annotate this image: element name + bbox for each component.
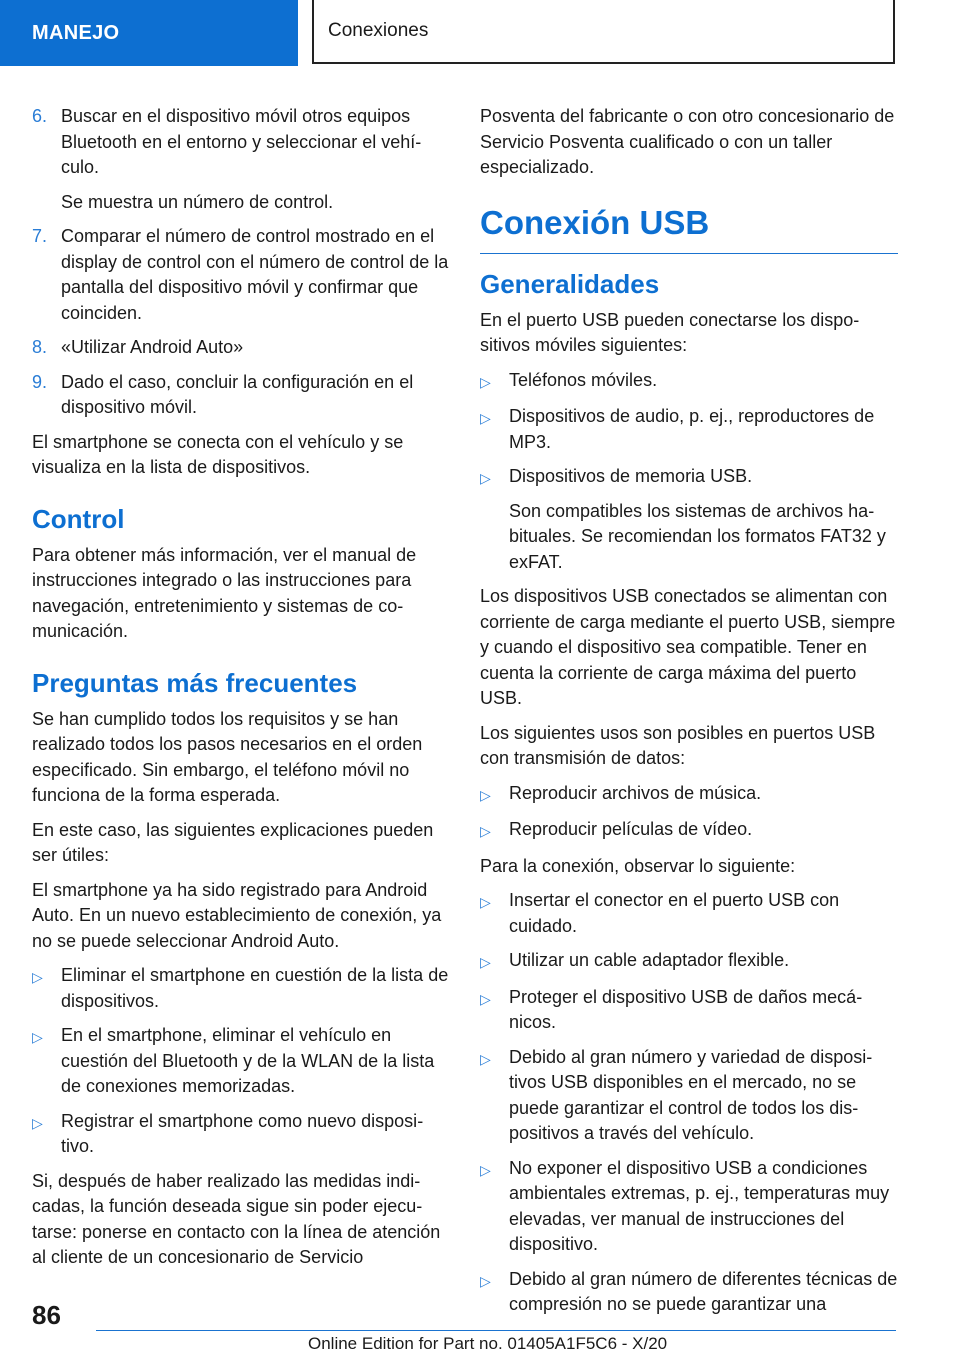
footer-divider <box>96 1330 896 1331</box>
list-item <box>480 404 898 455</box>
list-item-text: Reproducir películas de vídeo. <box>509 819 753 839</box>
heading-general: Generalidades <box>480 268 660 299</box>
list-item <box>32 1023 450 1100</box>
heading-control: Control <box>32 503 125 534</box>
page-number: 86 <box>32 1300 61 1330</box>
list-item <box>480 368 898 396</box>
list-item-text: Debido al gran número de diferentes técnicas de compresión no se puede garantizar una <box>509 1268 898 1314</box>
heading-usb-connection: Conexión USB <box>480 201 898 254</box>
list-item-text: Eliminar el smartphone en cuestión de la lista de dispositivos. <box>61 965 449 1011</box>
triangle-bullet-icon: ▷ <box>480 373 491 390</box>
triangle-bullet-icon: ▷ <box>32 1114 43 1131</box>
step-text: Buscar en el dispositivo móvil otros equipos Bluetooth en el entorno y seleccionar el vehículo. <box>61 106 422 177</box>
list-item-text: Proteger el dispositivo USB de daños mecánicos. <box>509 986 863 1032</box>
triangle-bullet-icon: ▷ <box>480 1272 491 1289</box>
triangle-bullet-icon: ▷ <box>480 470 491 486</box>
triangle-bullet-icon: ▷ <box>32 969 43 985</box>
step-7 <box>32 224 450 326</box>
list-item-subtext: Son compatibles los sistemas de archivos habituales. Se recomiendan los formatos FAT32 y exFAT. <box>509 500 886 572</box>
step-text: «Utilizar Android Auto» <box>61 337 244 357</box>
step-text: Comparar el número de control mostrado en el display de control con el número de control de la pantalla del dispositivo móvil y confirmar que coinciden. <box>61 226 449 323</box>
step-number: 8. <box>32 337 48 357</box>
section-tab <box>0 0 298 66</box>
paragraph: En este caso, las siguientes explicaciones pueden ser útiles: <box>32 819 434 865</box>
paragraph: Se han cumplido todos los requisitos y se han realizado todos los pasos necesarios en el orden especificado. Sin embargo, el teléfono móvil no funciona de la forma esperada. <box>32 708 423 805</box>
triangle-bullet-icon: ▷ <box>480 1161 491 1178</box>
list-item <box>480 1045 898 1147</box>
triangle-bullet-icon: ▷ <box>32 1029 43 1045</box>
paragraph: Los dispositivos USB conectados se alimentan con corriente de carga mediante el puerto USB, siempre y cuando el dispositivo sea compatible. Tener en cuenta la corriente de carga máxima del puerto USB. <box>480 586 896 708</box>
paragraph: Para la conexión, observar lo siguiente: <box>480 855 796 876</box>
triangle-bullet-icon: ▷ <box>480 786 491 803</box>
right-column <box>480 104 898 1327</box>
section-label: MANEJO <box>32 21 120 44</box>
paragraph: Si, después de haber realizado las medidas indicadas, la función deseada sigue sin poder ejecutarse: ponerse en contacto con la línea de atención al cliente de un concesionario de Servicio <box>32 1170 441 1267</box>
step-8 <box>32 335 450 361</box>
list-item-text: Utilizar un cable adaptador flexible. <box>509 950 790 970</box>
triangle-bullet-icon: ▷ <box>480 954 491 970</box>
list-item-text: En el smartphone, eliminar el vehículo en cuestión del Bluetooth y de la WLAN de la lista de conexiones memorizadas. <box>61 1025 435 1096</box>
list-item <box>480 464 898 575</box>
step-number: 9. <box>32 371 48 392</box>
list-item <box>480 817 898 845</box>
chapter-header <box>312 0 895 64</box>
list-item-text: Dispositivos de memoria USB. <box>509 466 753 486</box>
paragraph: Para obtener más información, ver el manual de instrucciones integrado o las instrucciones para navegación, entretenimiento y sistemas de comunicación. <box>32 544 417 641</box>
triangle-bullet-icon: ▷ <box>480 894 491 910</box>
list-item-text: Insertar el conector en el puerto USB con cuidado. <box>509 890 840 936</box>
footer-edition: Online Edition for Part no. 01405A1F5C6 - X/20 <box>308 1334 668 1353</box>
list-item-text: Debido al gran número y variedad de dispositivos USB disponibles en el mercado, no se puede garantizar el control de todos los dispositivos a través del vehículo. <box>509 1046 873 1143</box>
chapter-label: Conexiones <box>328 20 429 41</box>
list-item-text: No exponer el dispositivo USB a condiciones ambientales extremas, p. ej., temperaturas muy elevadas, ver manual de instrucciones del dispositivo. <box>509 1157 890 1254</box>
paragraph: En el puerto USB pueden conectarse los dispositivos móviles siguientes: <box>480 309 860 355</box>
list-item-text: Registrar el smartphone como nuevo dispositivo. <box>61 1110 424 1156</box>
heading-faq: Preguntas más frecuentes <box>32 667 358 698</box>
list-item <box>32 1109 450 1160</box>
paragraph: El smartphone se conecta con el vehículo y se visualiza en la lista de dispositivos. <box>32 431 404 477</box>
list-item <box>480 781 898 809</box>
triangle-bullet-icon: ▷ <box>480 990 491 1007</box>
paragraph: El smartphone ya ha sido registrado para Android Auto. En un nuevo establecimiento de conexión, ya no se puede seleccionar Android Auto. <box>32 879 442 951</box>
list-item <box>480 1156 898 1258</box>
list-item-text: Reproducir archivos de música. <box>509 782 762 803</box>
triangle-bullet-icon: ▷ <box>480 823 491 839</box>
step-number: 6. <box>32 106 48 126</box>
triangle-bullet-icon: ▷ <box>480 410 491 426</box>
left-column <box>32 104 450 1280</box>
list-item-text: Teléfonos móviles. <box>509 369 658 390</box>
list-item <box>480 985 898 1036</box>
step-6 <box>32 104 450 215</box>
step-text: Dado el caso, concluir la configuración en el dispositivo móvil. <box>61 371 414 417</box>
list-item <box>480 1267 898 1318</box>
paragraph: Posventa del fabricante o con otro concesionario de Servicio Posventa cualificado o con un taller especializado. <box>480 106 895 177</box>
list-item-text: Dispositivos de audio, p. ej., reproductores de MP3. <box>509 406 875 452</box>
list-item <box>32 963 450 1014</box>
triangle-bullet-icon: ▷ <box>480 1050 491 1067</box>
step-9 <box>32 370 450 421</box>
step-subtext: Se muestra un número de control. <box>61 191 334 212</box>
paragraph: Los siguientes usos son posibles en puertos USB con transmisión de datos: <box>480 722 876 768</box>
list-item <box>480 888 898 939</box>
list-item <box>480 948 898 976</box>
step-number: 7. <box>32 226 48 246</box>
